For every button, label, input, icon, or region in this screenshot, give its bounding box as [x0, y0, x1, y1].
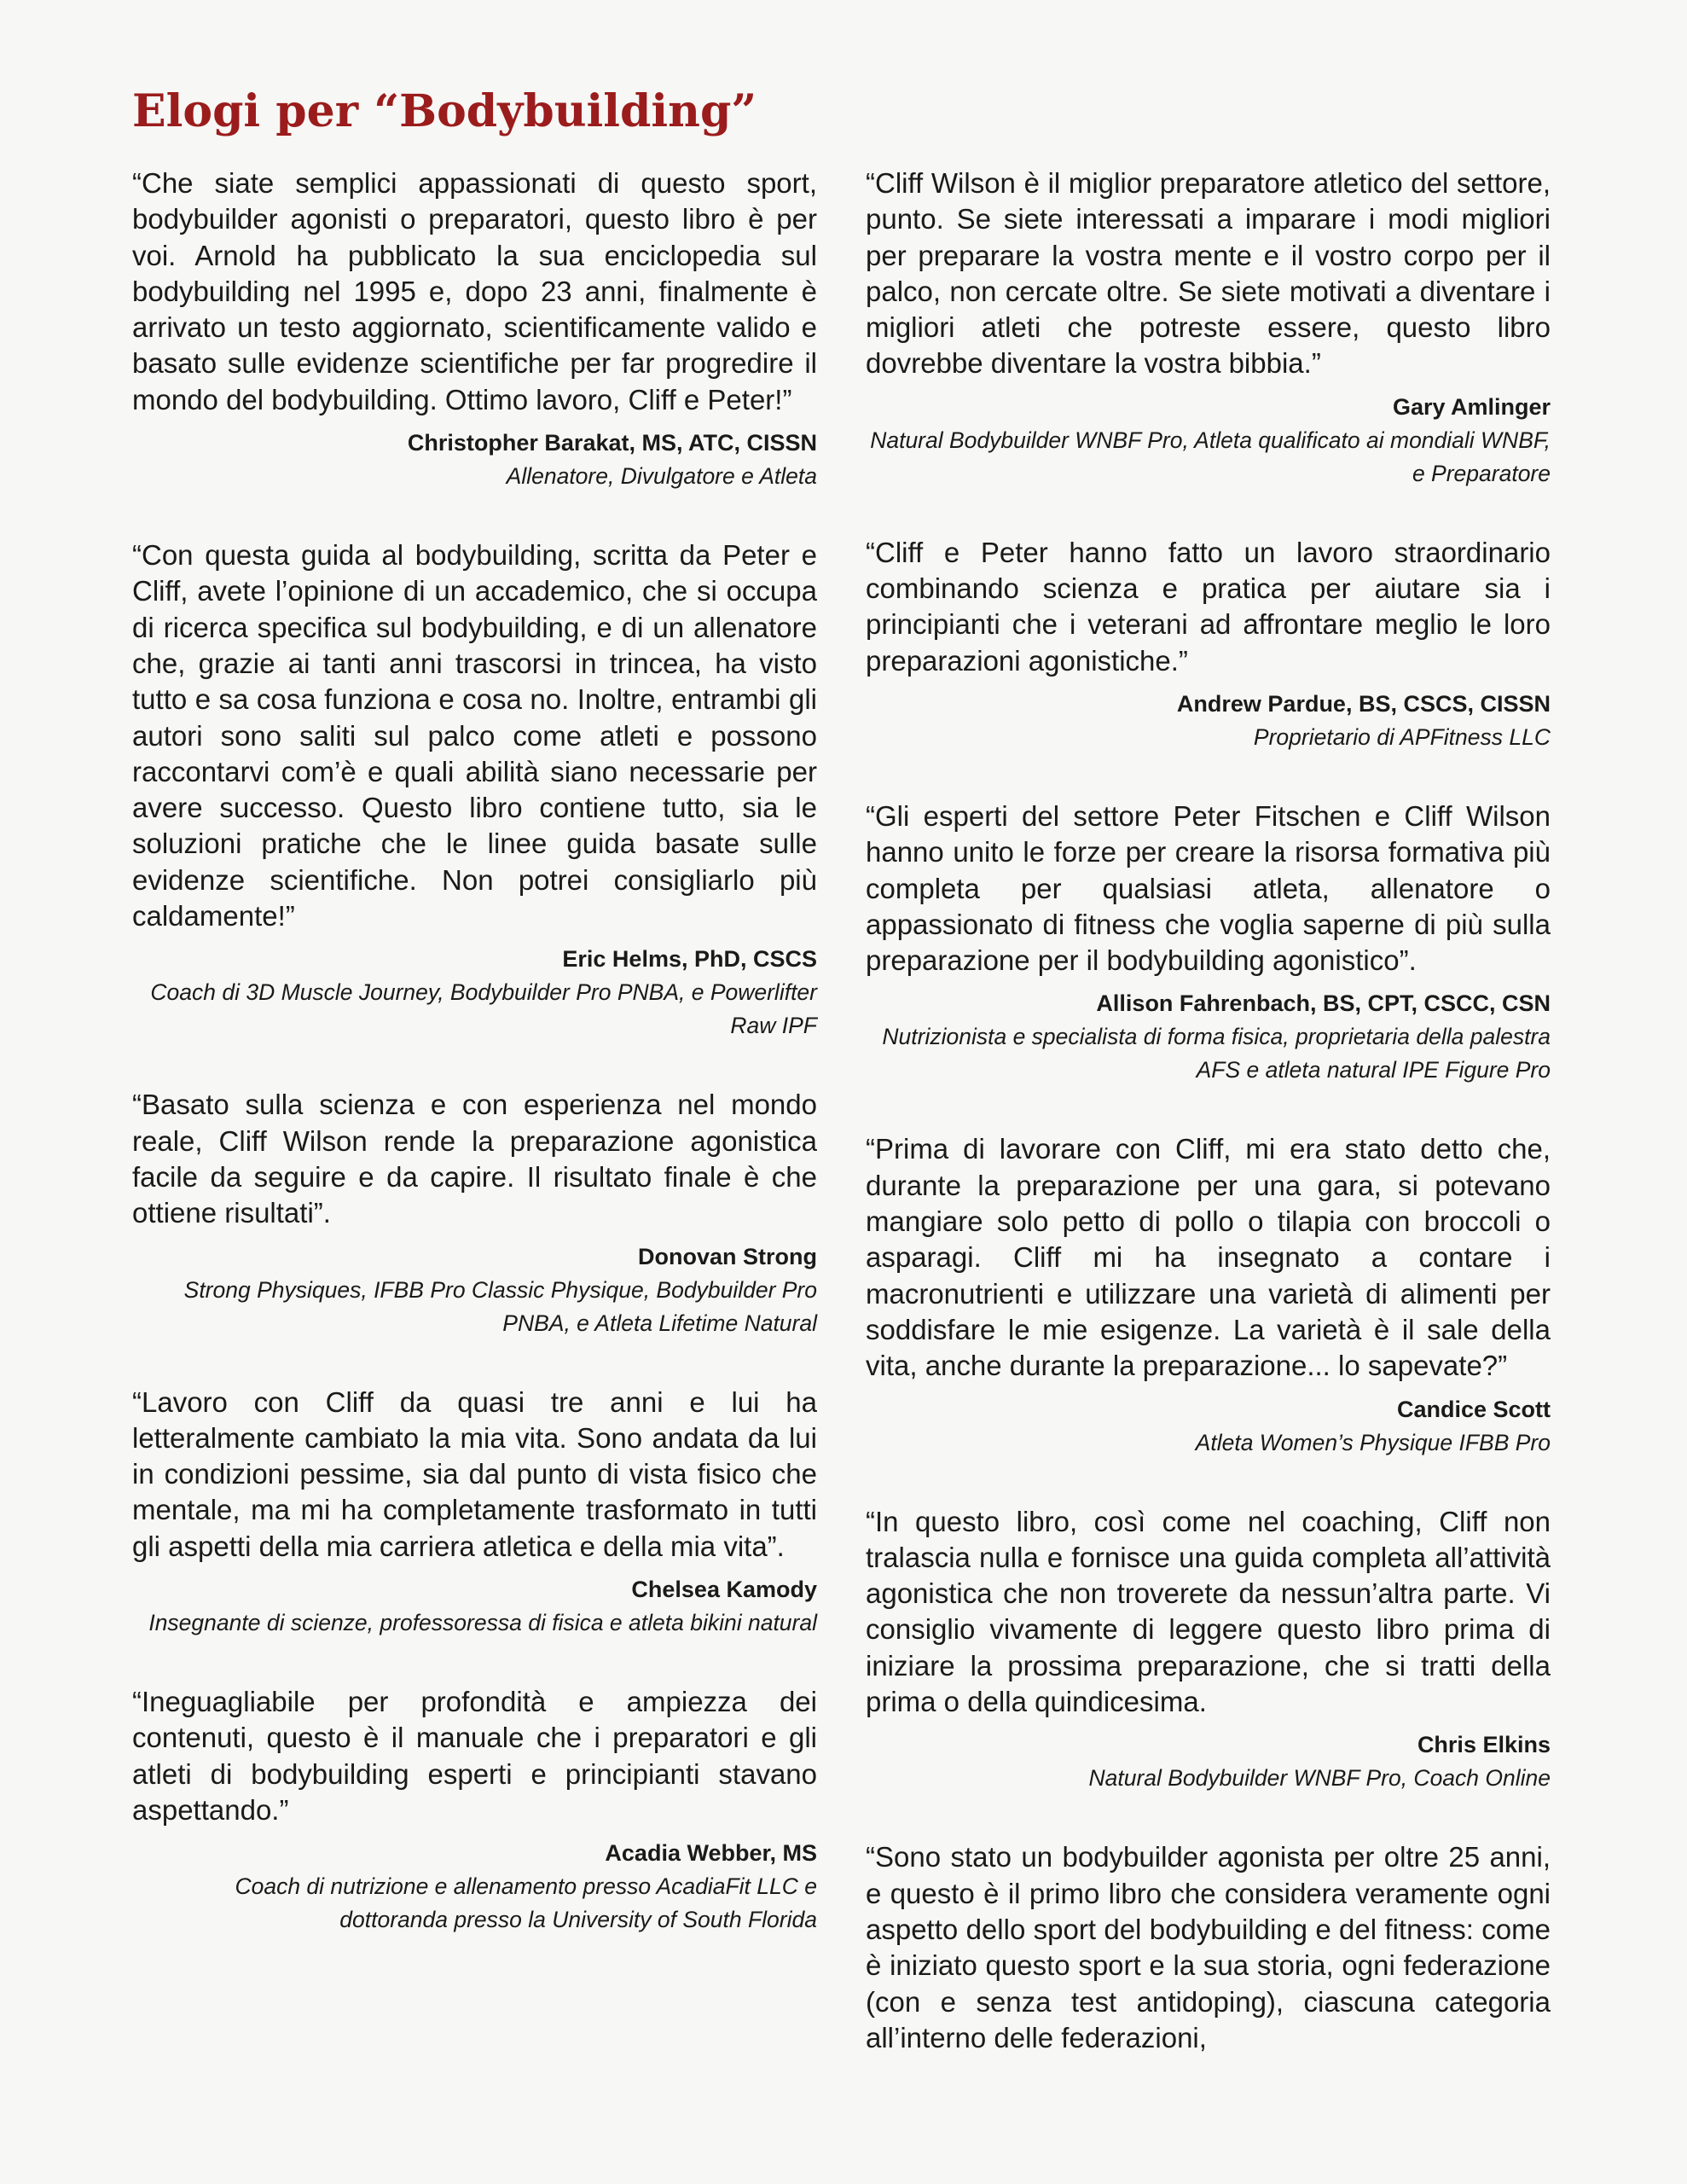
- testimonial-author: Chelsea Kamody: [631, 1577, 817, 1603]
- testimonial: [866, 1839, 1551, 2056]
- testimonial-author: Acadia Webber, MS: [605, 1840, 817, 1867]
- testimonial: [132, 1385, 817, 1640]
- testimonial-author: Candice Scott: [1396, 1396, 1551, 1422]
- testimonial-author: Chris Elkins: [1417, 1732, 1551, 1758]
- testimonial-author: Christopher Barakat, MS, ATC, CISSN: [407, 430, 817, 456]
- testimonial-author: Gary Amlinger: [1392, 393, 1551, 420]
- testimonial-author: Andrew Pardue, BS, CSCS, CISSN: [1176, 690, 1551, 717]
- testimonial-quote: “Lavoro con Cliff da quasi tre anni e lui ha letteralmente cambiato la mia vita. Sono andata da lui in condizioni pessime, sia dal punto di vista fisico che mentale, ma mi ha completamente trasformato in tutti gli aspetti della mia carriera atletica e della mia vita”.: [132, 1385, 817, 1562]
- testimonial-quote: “Cliff e Peter hanno fatto un lavoro straordinario combinando scienza e pratica per aiutare sia i principianti che i veterani ad affrontare meglio le loro preparazioni agonistiche.”: [866, 536, 1551, 677]
- testimonial: [132, 537, 817, 1043]
- testimonial: [866, 799, 1551, 1087]
- testimonial: [866, 1131, 1551, 1459]
- testimonial-quote: “Che siate semplici appassionati di questo sport, bodybuilder agonisti o preparatori, questo libro è per voi. Arnold ha pubblicato la sua enciclopedia sul bodybuilding nel 1995 e, dopo 23 anni, finalmente è arrivato un testo aggiornato, scientificamente valido e basato sulle evidenze scientifiche per far progredire il mondo del bodybuilding. Ottimo lavoro, Cliff e Peter!”: [132, 167, 817, 415]
- testimonial-affiliation: Nutrizionista e specialista di forma fisica, proprietaria della palestra AFS e atleta natural IPE Figure Pro: [882, 1024, 1551, 1083]
- testimonial-affiliation: Atleta Women’s Physique IFBB Pro: [1195, 1429, 1551, 1455]
- left-column: [132, 166, 817, 1981]
- testimonial: [132, 1087, 817, 1339]
- testimonial-affiliation: Coach di nutrizione e allenamento presso AcadiaFit LLC e dottoranda presso la University of South Florida: [235, 1873, 817, 1933]
- testimonial: [132, 166, 817, 493]
- right-column: [866, 166, 1551, 2100]
- testimonial-quote: “Con questa guida al bodybuilding, scritta da Peter e Cliff, avete l’opinione di un accademico, che si occupa di ricerca specifica sul bodybuilding, e di un allenatore che, grazie ai tanti anni trascorsi in trincea, ha visto tutto e sa cosa funziona e cosa no. Inoltre, entrambi gli autori sono saliti sul palco come atleti e possono raccontarvi com’è e quali abilità siano necessarie per avere successo. Questo libro contiene tutto, sia le soluzioni pratiche che le linee guida basate sulle evidenze scientifiche. Non potrei consigliarlo più caldamente!”: [132, 539, 817, 932]
- testimonial: [866, 1504, 1551, 1796]
- testimonial-quote: “In questo libro, così come nel coaching, Cliff non tralascia nulla e fornisce una guida completa all’attività agonistica che non troverete da nessun’altra parte. Vi consiglio vivamente di leggere questo libro prima di iniziare la prossima preparazione, che si tratti della prima o della quindicesima.: [866, 1505, 1551, 1718]
- testimonial: [132, 1684, 817, 1937]
- testimonial-affiliation: Strong Physiques, IFBB Pro Classic Physique, Bodybuilder Pro PNBA, e Atleta Lifetime Natural: [183, 1276, 817, 1336]
- testimonial-quote: “Cliff Wilson è il miglior preparatore atletico del settore, punto. Se siete interessati a imparare i modi migliori per preparare la vostra mente e il vostro corpo per il palco, non cercate oltre. Se siete motivati a diventare i migliori atleti che potreste essere, questo libro dovrebbe diventare la vostra bibbia.”: [866, 167, 1551, 380]
- testimonial-affiliation: Natural Bodybuilder WNBF Pro, Atleta qualificato ai mondiali WNBF, e Preparatore: [870, 427, 1551, 486]
- testimonial-author: Eric Helms, PhD, CSCS: [562, 946, 817, 973]
- testimonial-quote: “Gli esperti del settore Peter Fitschen e Cliff Wilson hanno unito le forze per creare la risorsa formativa più completa per qualsiasi atleta, allenatore o appassionato di fitness che voglia saperne di più sulla preparazione per il bodybuilding agonistico”.: [866, 799, 1551, 977]
- testimonial-affiliation: Proprietario di APFitness LLC: [1253, 723, 1551, 750]
- testimonial-author: Donovan Strong: [638, 1243, 817, 1269]
- testimonial-affiliation: Natural Bodybuilder WNBF Pro, Coach Online: [1088, 1765, 1551, 1792]
- testimonial-affiliation: Coach di 3D Muscle Journey, Bodybuilder Pro PNBA, e Powerlifter Raw IPF: [150, 979, 817, 1039]
- testimonial-quote: “Basato sulla scienza e con esperienza nel mondo reale, Cliff Wilson rende la preparazione agonistica facile da seguire e da capire. Il risultato finale è che ottiene risultati”.: [132, 1089, 817, 1229]
- page-title: Elogi per “Bodybuilding”: [132, 85, 757, 137]
- testimonial-author: Allison Fahrenbach, BS, CPT, CSCC, CSN: [1096, 990, 1551, 1017]
- testimonial: [866, 535, 1551, 754]
- testimonial-quote: “Ineguagliabile per profondità e ampiezza dei contenuti, questo è il manuale che i preparatori e gli atleti di bodybuilding esperti e principianti stavano aspettando.”: [132, 1686, 817, 1826]
- testimonial-affiliation: Insegnante di scienze, professoressa di fisica e atleta bikini natural: [148, 1610, 817, 1636]
- testimonial: [866, 166, 1551, 491]
- testimonial-quote: “Prima di lavorare con Cliff, mi era stato detto che, durante la preparazione per una gara, si potevano mangiare solo petto di pollo o tilapia con broccoli o asparagi. Cliff mi ha insegnato a contare i macronutrienti e utilizzare una varietà di alimenti per soddisfare le mie esigenze. La varietà è il sale della vita, anche durante la preparazione... lo sapevate?”: [866, 1133, 1551, 1382]
- testimonial-affiliation: Allenatore, Divulgatore e Atleta: [506, 463, 817, 490]
- testimonial-quote: “Sono stato un bodybuilder agonista per oltre 25 anni, e questo è il primo libro che considera veramente ogni aspetto dello sport del bodybuilding e del fitness: come è iniziato questo sport e la sua storia, ogni federazione (con e senza test antidoping), ciascuna categoria all’interno delle federazioni,: [866, 1841, 1551, 2053]
